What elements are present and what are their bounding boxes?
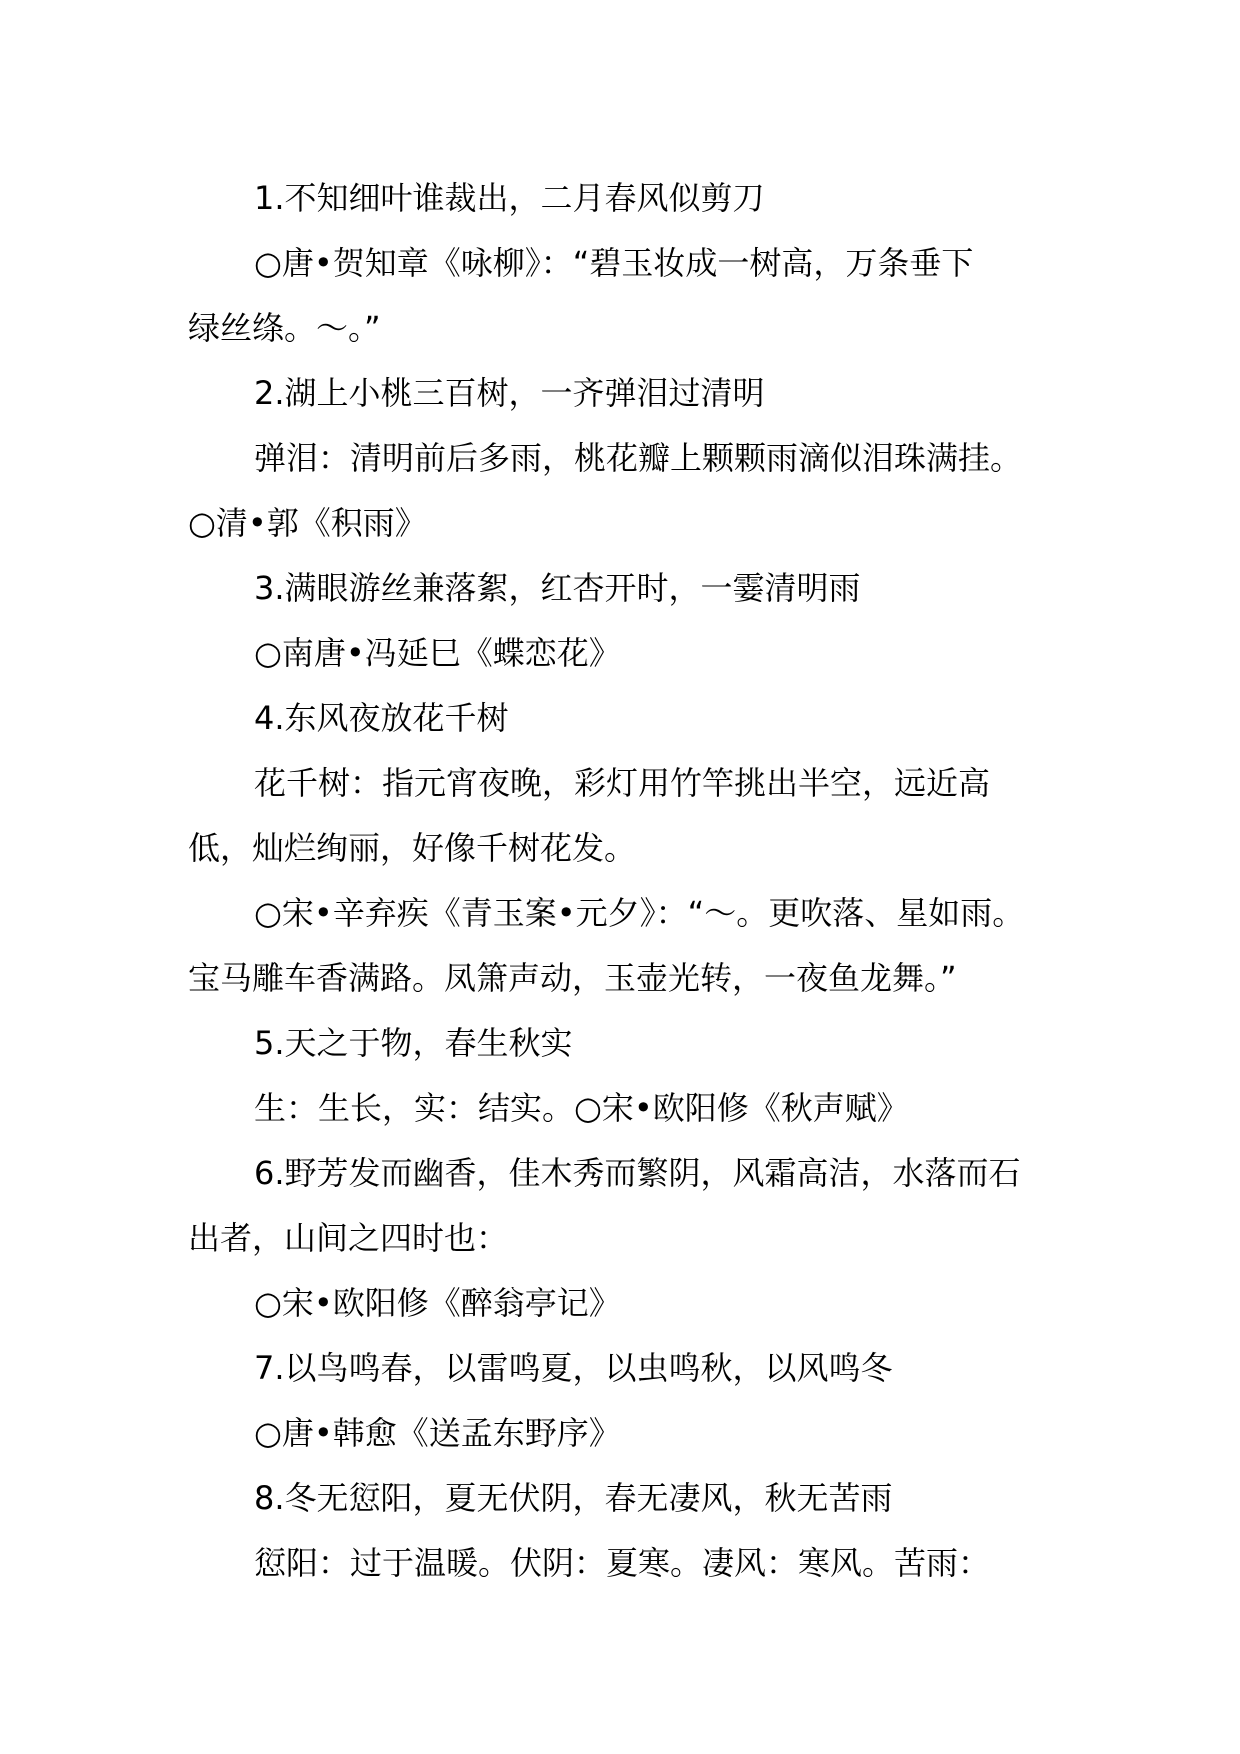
text-line: 低，灿烂绚丽，好像千树花发。	[188, 829, 637, 867]
text-line: 绿丝绦。～。”	[188, 309, 381, 347]
text-line: ○宋•欧阳修《醉翁亭记》	[254, 1284, 621, 1322]
text-line: 2.湖上小桃三百树，一齐弹泪过清明	[254, 374, 765, 412]
text-line: 5.天之于物，春生秋实	[254, 1024, 573, 1062]
text-line: 3.满眼游丝兼落絮，红杏开时，一霎清明雨	[254, 569, 861, 607]
text-line: 宝马雕车香满路。凤箫声动，玉壶光转，一夜鱼龙舞。”	[188, 959, 957, 997]
text-line: 弹泪：清明前后多雨，桃花瓣上颗颗雨滴似泪珠满挂。	[254, 439, 1023, 477]
text-line: ○南唐•冯延巳《蝶恋花》	[254, 634, 621, 672]
text-line: 6.野芳发而幽香，佳木秀而繁阴，风霜高洁，水落而石	[254, 1154, 1021, 1192]
text-line: 花千树：指元宵夜晚，彩灯用竹竿挑出半空，远近高	[254, 764, 991, 802]
document-body	[188, 166, 1088, 1596]
text-line: 8.冬无愆阳，夏无伏阴，春无凄风，秋无苦雨	[254, 1479, 893, 1517]
text-line: 出者，山间之四时也：	[188, 1219, 509, 1257]
text-line: 7.以鸟鸣春，以雷鸣夏，以虫鸣秋，以风鸣冬	[254, 1349, 893, 1387]
text-line: ○清•郭《积雨》	[188, 504, 427, 542]
text-line: ○宋•辛弃疾《青玉案•元夕》：“～。更吹落、星如雨。	[254, 894, 1025, 932]
text-line: ○唐•贺知章《咏柳》：“碧玉妆成一树高，万条垂下	[254, 244, 974, 282]
text-line: 愆阳：过于温暖。伏阴：夏寒。凄风：寒风。苦雨：	[254, 1544, 991, 1582]
text-line: 4.东风夜放花千树	[254, 699, 509, 737]
text-line: ○唐•韩愈《送孟东野序》	[254, 1414, 621, 1452]
text-line: 1.不知细叶谁裁出，二月春风似剪刀	[254, 179, 765, 217]
text-line: 生：生长，实：结实。○宋•欧阳修《秋声赋》	[254, 1089, 909, 1127]
